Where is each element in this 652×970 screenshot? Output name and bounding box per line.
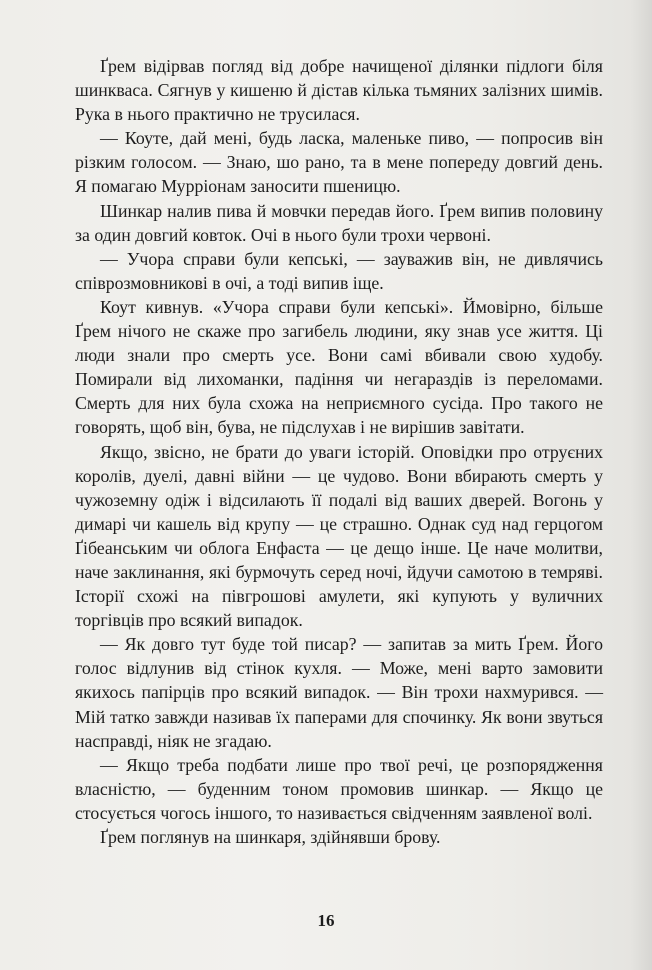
paragraph: — Учора справи були кепські, — зауважив він, не дивлячись співрозмовникові в очі, а тоді випив іще.	[75, 248, 603, 293]
paragraph: Якщо, звісно, не брати до уваги історій. Оповідки про отруєних королів, дуелі, давні війни — це чудово. Вони вбирають смерть у чужоземну одіж і відсилають її подалі від ваших дверей. Вогонь у димарі чи кашель від крупу — це страшно. Однак суд над герцогом Ґібеанським чи облога Енфаста — це дещо інше. Це наче молитви, наче заклинання, які бурмочуть серед ночі, йдучи самотою в темряві. Історії схожі на півгрошові амулети, які купують у вуличних торгівців про всякий випадок.	[75, 441, 603, 631]
paragraph: — Коуте, дай мені, будь ласка, маленьке пиво, — попросив він різким голосом. — Знаю, шо рано, та в мене попереду довгий день. Я помагаю Мурріонам заносити пшеницю.	[75, 128, 603, 197]
page-edge-shadow	[630, 0, 652, 970]
paragraph: Ґрем відірвав погляд від добре начищеної ділянки підлоги біля шинкваса. Сягнув у кишеню й дістав кілька тьмяних залізних шимів. Рука в нього практично не трусилася.	[75, 56, 603, 125]
paragraph: — Як довго тут буде той писар? — запитав за мить Ґрем. Його голос відлунив від стінок кухля. — Може, мені варто замовити якихось папірців про всякий випадок. — Він трохи нахмурився. — Мій татко завжди називав їх паперами для спочинку. Як вони звуться насправді, ніяк не згадаю.	[75, 634, 603, 751]
paragraph: — Якщо треба подбати лише про твої речі, це розпорядження власністю, — буденним тоном промовив шинкар. — Якщо це стосується чогось іншого, то називається свідченням заявленої волі.	[75, 754, 603, 823]
paragraph: Коут кивнув. «Учора справи були кепські». Ймовірно, більше Ґрем нічого не скаже про загибель людини, яку знав усе життя. Ці люди знали про смерть усе. Вони самі вбивали свою худобу. Помирали від лихоманки, падіння чи негараздів із переломами. Смерть для них була схожа на неприємного сусіда. Про такого не говорять, щоб він, бува, не підслухав і не вирішив завітати.	[75, 296, 603, 438]
paragraph: Шинкар налив пива й мовчки передав його. Ґрем випив половину за один довгий ковток. Очі в нього були трохи червоні.	[75, 200, 603, 245]
body-text	[75, 54, 603, 849]
paragraph: Ґрем поглянув на шинкаря, здійнявши брову.	[100, 827, 441, 847]
page-number: 16	[317, 911, 335, 930]
